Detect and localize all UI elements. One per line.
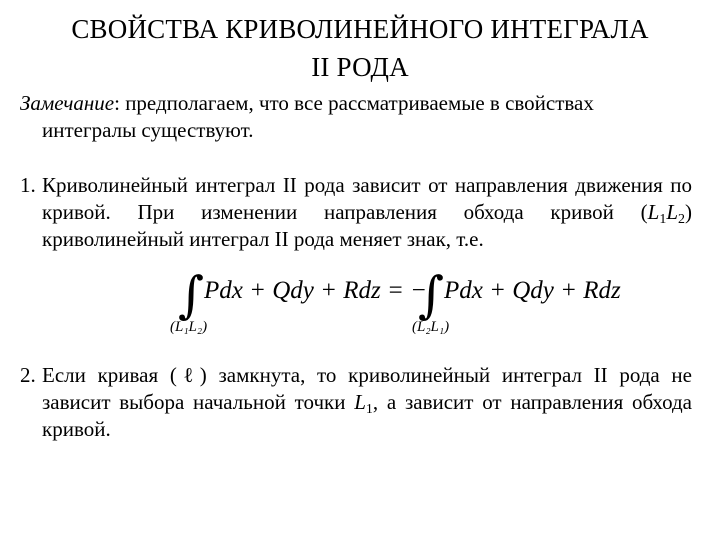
property-1-text-part-2: ) криволинейный интеграл II рода меняет знак, т.е. bbox=[42, 200, 692, 251]
property-1 bbox=[20, 172, 692, 253]
integral-sign-left: ∫ bbox=[178, 266, 205, 324]
integral-formula bbox=[170, 262, 640, 342]
curve-L2: L bbox=[666, 200, 678, 224]
property-2-text bbox=[42, 362, 692, 443]
property-2-text-part-2: , а зависит от направления обхода кривой. bbox=[42, 390, 692, 441]
remark-text-line-2: интегралы существуют. bbox=[42, 118, 254, 142]
formula-lower-limit-left: (L₁L₂) bbox=[170, 319, 208, 335]
start-point-subscript: 1 bbox=[365, 402, 373, 417]
slide-title bbox=[0, 10, 720, 86]
formula-lower-limit-right: (L₂L₁) bbox=[412, 319, 450, 335]
title-line-2: II РОДА bbox=[311, 52, 409, 82]
formula-lhs: Pdx + Qdy + Rdz = − bbox=[204, 277, 427, 304]
curve-L2-subscript: 2 bbox=[678, 212, 685, 227]
property-1-text-part-1: Криволинейный интеграл II рода зависит от направления движения по кривой. При изменении направления обхода кривой ( bbox=[42, 173, 692, 224]
remark-label: Замечание bbox=[20, 91, 115, 115]
property-2-text-part-1: Если кривая (ℓ) замкнута, то криволинейный интеграл II рода не зависит выбора начальной точки bbox=[42, 363, 692, 414]
remark-paragraph bbox=[20, 90, 700, 144]
property-2 bbox=[20, 362, 692, 443]
formula-rhs: Pdx + Qdy + Rdz bbox=[444, 277, 621, 304]
integral-sign-right: ∫ bbox=[418, 266, 445, 324]
title-line-1: СВОЙСТВА КРИВОЛИНЕЙНОГО ИНТЕГРАЛА bbox=[71, 14, 649, 44]
curve-L1-subscript: 1 bbox=[659, 212, 667, 227]
start-point-L: L bbox=[354, 390, 366, 414]
property-2-number: 2. bbox=[20, 363, 36, 387]
curve-L1: L bbox=[647, 200, 660, 224]
remark-text-line-1: : предполагаем, что все рассматриваемые в свойствах bbox=[114, 91, 594, 115]
property-1-number: 1. bbox=[20, 173, 36, 197]
property-1-text bbox=[42, 172, 692, 253]
